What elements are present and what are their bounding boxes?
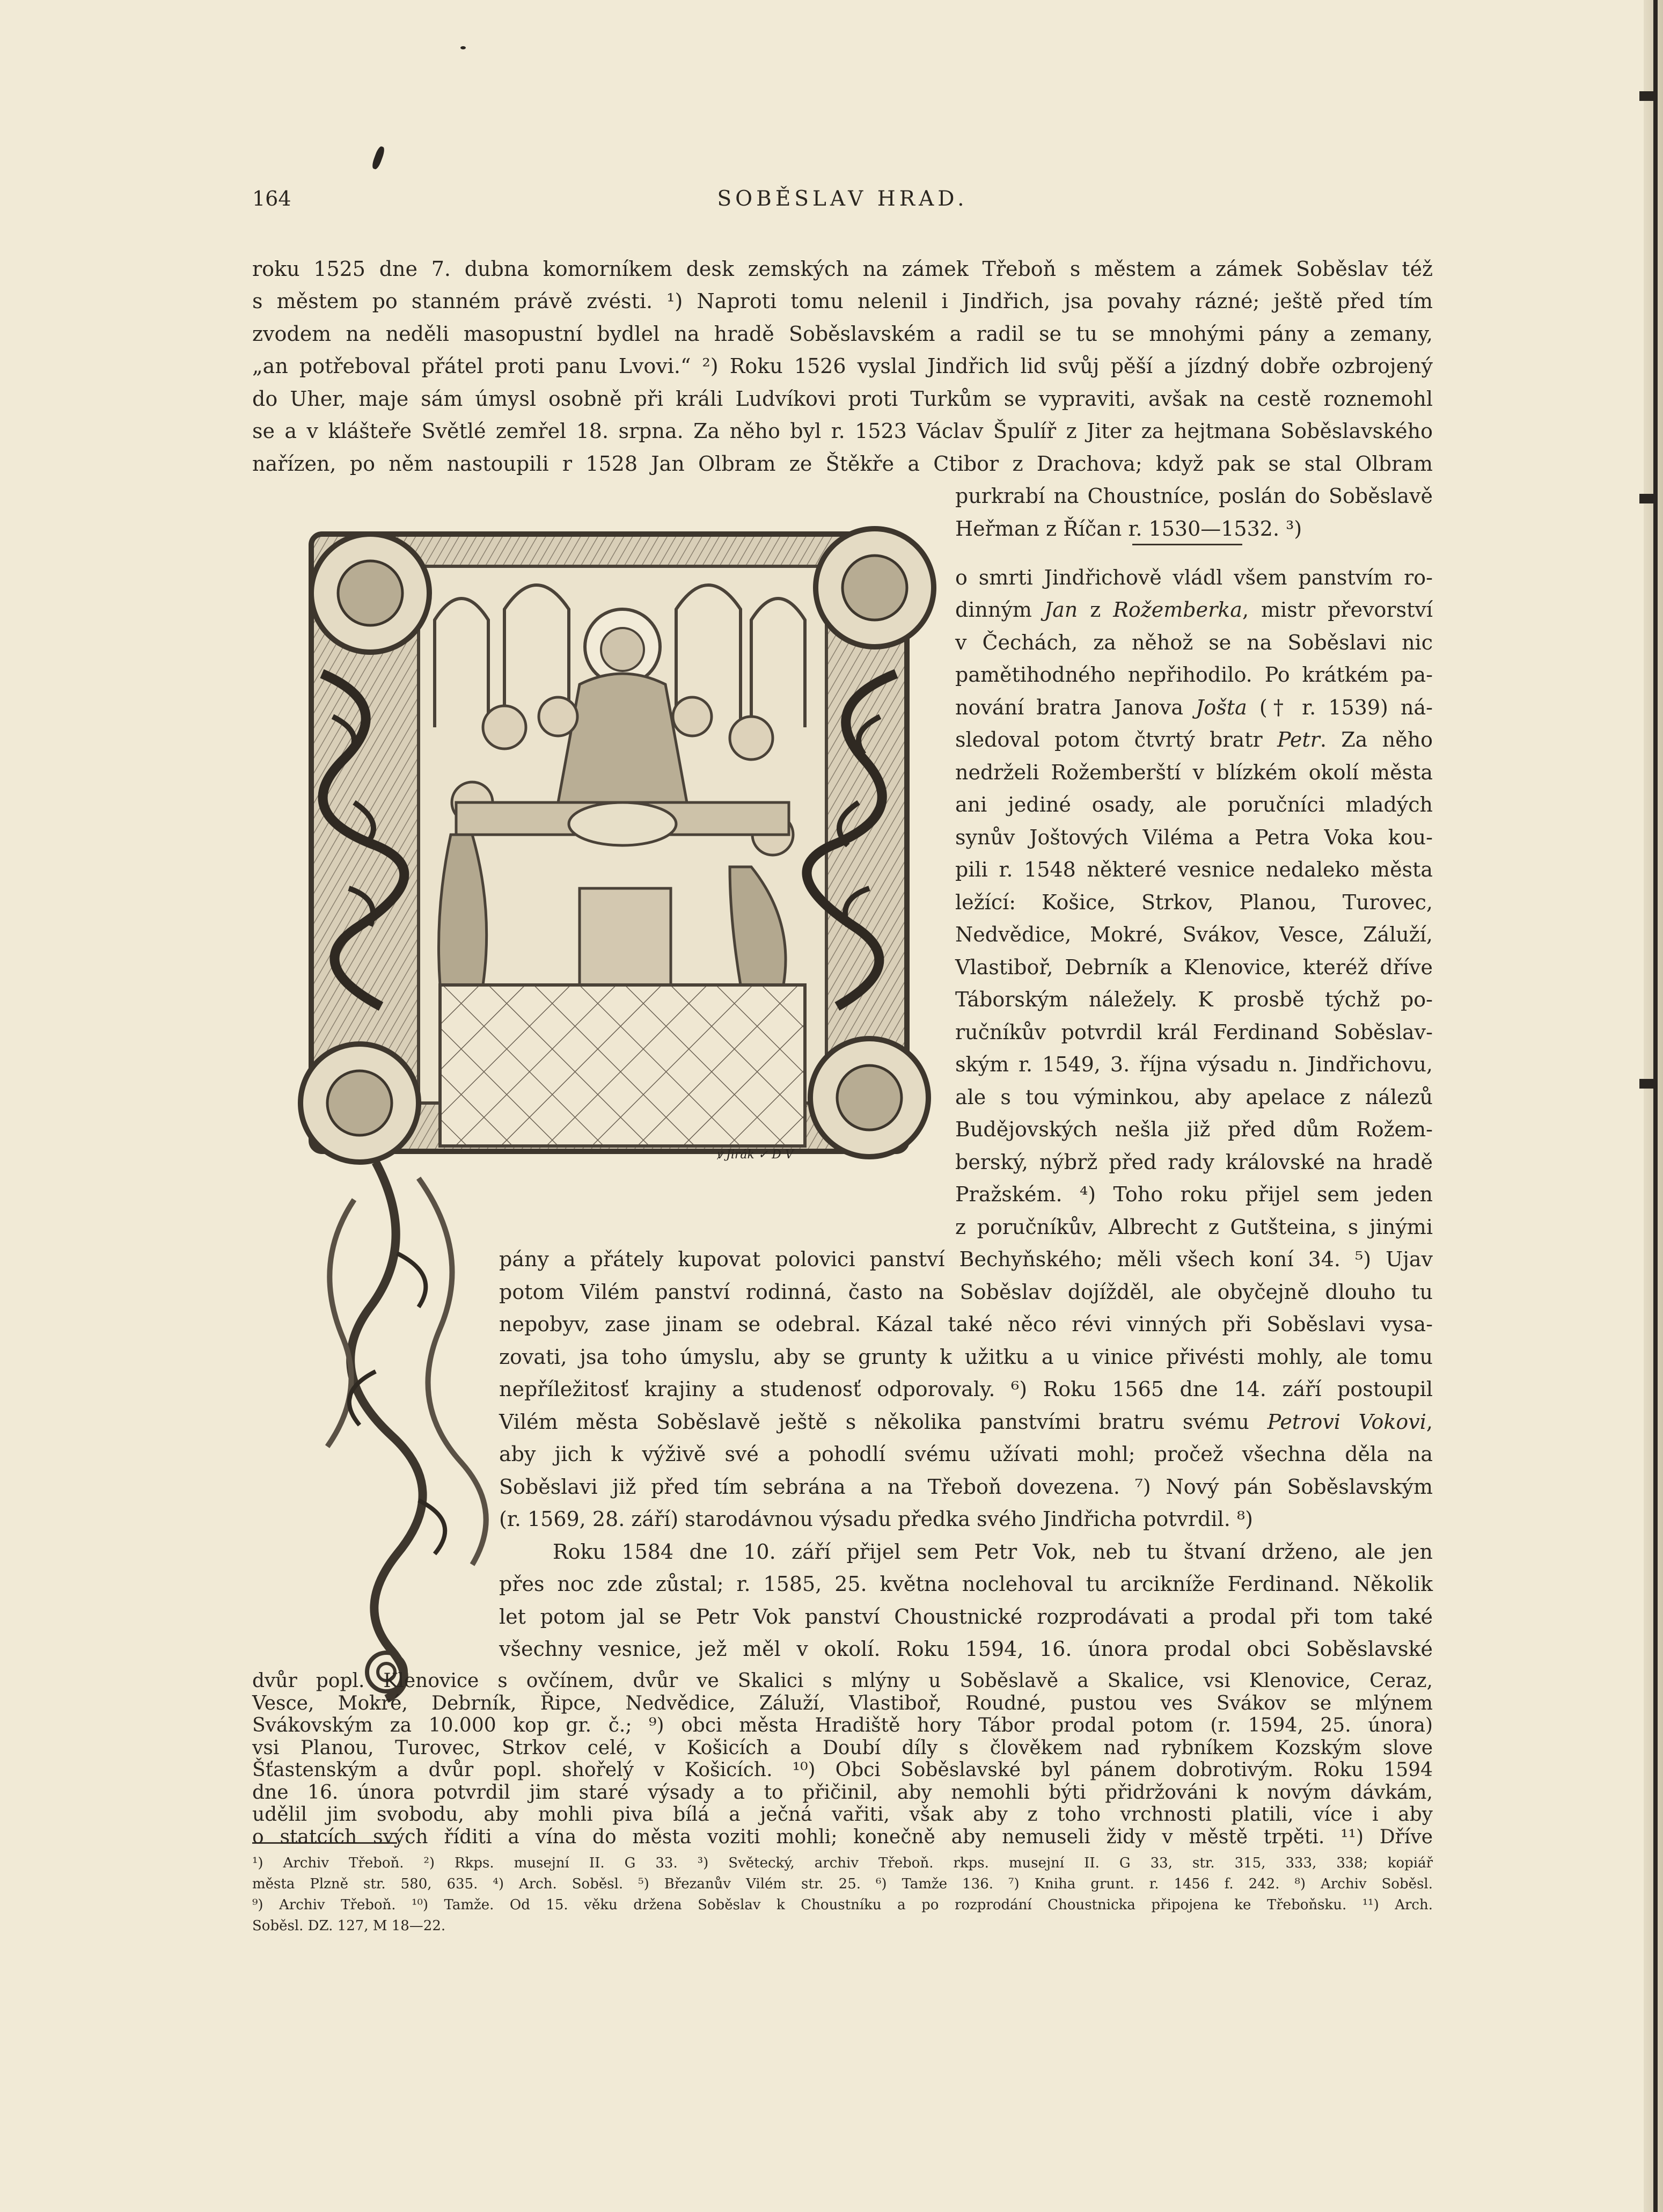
- name-italic: Jan: [1044, 598, 1078, 622]
- text-line: dvůr popl. Klenovice s ovčínem, dvůr ve Skalici s mlýny u Soběslavě a Skalice, vsi Klenovice, Ceraz,: [252, 1670, 1433, 1692]
- text-line: do Uher, maje sám úmysl osobně při králi Ludvíkovi proti Turkům se vypraviti, avšak na cestě roznemohl: [252, 387, 1433, 411]
- text-line: Šťastenským a dvůr popl. shořelý v Košicích. ¹⁰) Obci Soběslavské byl pánem dobrotivým. Roku 1594: [252, 1759, 1433, 1781]
- text-line: potom Vilém panství rodinná, často na Soběslav dojížděl, ale obyčejně dlouho tu: [499, 1280, 1433, 1304]
- text-line: s městem po stanném právě zvésti. ¹) Naproti tomu nelenil i Jindřich, jsa povahy rázné; ještě před tím: [252, 289, 1433, 313]
- text-line: let potom jal se Petr Vok panství Choustnické rozprodávati a prodal při tom také: [499, 1605, 1433, 1629]
- text-line: o statcích svých říditi a vína do města voziti mohli; konečně aby nemuseli židy v městě trpěti. ¹¹) Dříve: [252, 1826, 1433, 1848]
- text-line: Svákovským za 10.000 kop gr. č.; ⁹) obci města Hradiště hory Tábor prodal potom (r. 1594, 25. února): [252, 1714, 1433, 1736]
- text-line: ským r. 1549, 3. října výsadu n. Jindřichovu,: [955, 1053, 1433, 1076]
- text-line: Soběslavi již před tím sebrána a na Třeboň dovezena. ⁷) Nový pán Soběslavským: [499, 1475, 1433, 1499]
- footnote-line: města Plzně str. 580, 635. ⁴) Arch. Sobě‌sl. ⁵) Březanův Vilém str. 25. ⁶) Tamže 136. ⁷) Kniha grunt. r. 1456 f. 242. ⁸) Archiv Sobě‌sl.: [252, 1876, 1433, 1892]
- edge-mark: [1639, 91, 1658, 101]
- text-line: ručníkův potvrdil král Ferdinand Soběslav-: [955, 1020, 1433, 1044]
- page-number: 164: [252, 187, 291, 210]
- text-line: aby jich k výživě své a pohodlí svému užívati mohl; pročež všechna děla na: [499, 1442, 1433, 1466]
- footnote-line: ⁹) Archiv Třeboň. ¹⁰) Tamže. Od 15. věku držena Soběslav k Choustníku a po rozprodání Choustnicka připojena ke Třeboňsku. ¹¹) Arch.: [252, 1897, 1433, 1913]
- edge-mark: [1639, 1079, 1658, 1089]
- page-header: [252, 187, 1433, 219]
- text-line: Pražském. ⁴) Toho roku přijel sem jeden: [955, 1182, 1433, 1206]
- text-line: Nedvědice, Mokré, Svákov, Vesce, Záluží,: [955, 923, 1433, 946]
- text-line: Budějovských nešla již před dům Rožem-: [955, 1118, 1433, 1141]
- text-line: zvodem na neděli masopustní bydlel na hradě Soběslavském a radil se tu se mnohými pány a zemany,: [252, 322, 1433, 346]
- ink-speck: [460, 46, 466, 49]
- text-line: purkrabí na Choustníce, poslán do Soběslavě: [955, 484, 1433, 508]
- text-line: z poručníkův, Albrecht z Gutšteina, s jinými: [955, 1215, 1433, 1239]
- text-line: dne 16. února potvrdil jim staré výsady a to přičinil, aby nemohli býti přidržováni k novým dávkám,: [252, 1782, 1433, 1804]
- text-line: pili r. 1548 některé vesnice nedaleko města: [955, 858, 1433, 881]
- running-head: SOBĚSLAV HRAD.: [717, 187, 968, 211]
- text-line: sledoval potom čtvrtý bratr Petr. Za něho: [955, 728, 1433, 751]
- binding-edge: [1653, 0, 1658, 2212]
- footnote-line: ¹) Archiv Třeboň. ²) Rkps. musejní II. G 33. ³) Světecký, archiv Třeboň. rkps. musejní II. G 33, str. 315, 333, 338; kopiář: [252, 1855, 1433, 1871]
- text-line: berský, nýbrž před rady královské na hradě: [955, 1150, 1433, 1174]
- edge-mark: [1639, 494, 1658, 503]
- text-line: roku 1525 dne 7. dubna komorníkem desk zemských na zámek Třeboň s městem a zámek Soběslav též: [252, 257, 1433, 281]
- section-divider: [1132, 544, 1242, 545]
- text-line: nepobyv, zase jinam se odebral. Kázal také něco révi vinných při Soběslavi vysa-: [499, 1312, 1433, 1336]
- text-line: o smrti Jindřichově vládl všem panstvím ro-: [955, 566, 1433, 589]
- text-line: synův Joštových Viléma a Petra Voka kou-: [955, 826, 1433, 849]
- text-line: Roku 1584 dne 10. září přijel sem Petr Vok, neb tu štvaní drženo, ale jen: [553, 1540, 1433, 1564]
- text-line: Táborským náležely. K prosbě týchž po-: [955, 988, 1433, 1011]
- text-line: „an potřeboval přátel proti panu Lvovi.“ ²) Roku 1526 vyslal Jindřich lid svůj pěší a jízdný dobře ozbrojený: [252, 354, 1433, 378]
- text-line: v Čechách, za něhož se na Soběslavi nic: [955, 631, 1433, 654]
- text-line: Vesce, Mokré, Debrník, Řipce, Nedvědice, Záluží, Vlastiboř, Roudné, pustou ves Svákov se mlýnem: [252, 1692, 1433, 1714]
- text-line: nepříležitosť krajiny a studenosť odporovaly. ⁶) Roku 1565 dne 14. září postoupil: [499, 1377, 1433, 1401]
- text-line: Vlastiboř, Debrník a Klenovice, kteréž dříve: [955, 955, 1433, 979]
- text-line: nařízen, po něm nastoupili r 1528 Jan Olbram ze Štěkře a Ctibor z Drachova; když pak se stal Olbram: [252, 452, 1433, 476]
- text-line: Vilém města Soběslavě ještě s několika panstvími bratru svému Petrovi Vokovi,: [499, 1410, 1433, 1434]
- name-italic: Petr: [1277, 728, 1320, 751]
- illuminated-initial-o-icon: [279, 502, 961, 1715]
- text-line: Heřman z Říčan r. 1530—1532. ³): [955, 517, 1302, 541]
- footnote-line: Sobě‌sl. DZ. 127, M 18—22.: [252, 1918, 446, 1934]
- text-line: pamětihodného nepřihodilo. Po krátkém pa-: [955, 663, 1433, 687]
- text-line: vsi Planou, Turovec, Strkov celé, v Košicích a Doubí díly s člověkem nad rybníkem Kozským slove: [252, 1737, 1433, 1759]
- ink-speck: [371, 145, 386, 170]
- artist-signature: ꝟ Jirák ✓ D V: [716, 1148, 794, 1162]
- text-line: ani jediné osady, ale poručníci mladých: [955, 793, 1433, 816]
- text-line: (r. 1569, 28. září) starodávnou výsadu předka svého Jindřicha potvrdil. ⁸): [499, 1507, 1253, 1531]
- text-line: všechny vesnice, jež měl v okolí. Roku 1594, 16. února prodal obci Soběslavské: [499, 1637, 1433, 1661]
- text-line: udělil jim svobodu, aby mohli piva bílá a ječná vařiti, však aby z toho vrchnosti platili, více i aby: [252, 1804, 1433, 1826]
- text-line: ležící: Košice, Strkov, Planou, Turovec,: [955, 890, 1433, 914]
- text-line: se a v klášteře Světlé zemřel 18. srpna. Za něho byl r. 1523 Václav Špulíř z Jiter za hejtmana Soběslavského: [252, 419, 1433, 443]
- text-line: pány a přátely kupovat polovici panství Bechyňského; měli všech koní 34. ⁵) Ujav: [499, 1247, 1433, 1271]
- name-italic: Rožemberka: [1113, 598, 1242, 622]
- text-line: nování bratra Janova Jošta († r. 1539) ná-: [955, 696, 1433, 719]
- text-line: dinným Jan z Rožemberka, mistr převorství: [955, 598, 1433, 622]
- text-line: ale s tou výminkou, aby apelace z nálezů: [955, 1085, 1433, 1109]
- text-line: zovati, jsa toho úmyslu, aby se grunty k užitku a u vinice přivésti mohly, ale tomu: [499, 1345, 1433, 1369]
- name-italic: Petrovi Vokovi: [1267, 1410, 1426, 1434]
- text-line: přes noc zde zůstal; r. 1585, 25. května noclehoval tu arcikníže Ferdinand. Několik: [499, 1572, 1433, 1596]
- name-italic: Jošta: [1196, 696, 1247, 719]
- text-line: nedrželi Rožemberští v blízkém okolí města: [955, 761, 1433, 784]
